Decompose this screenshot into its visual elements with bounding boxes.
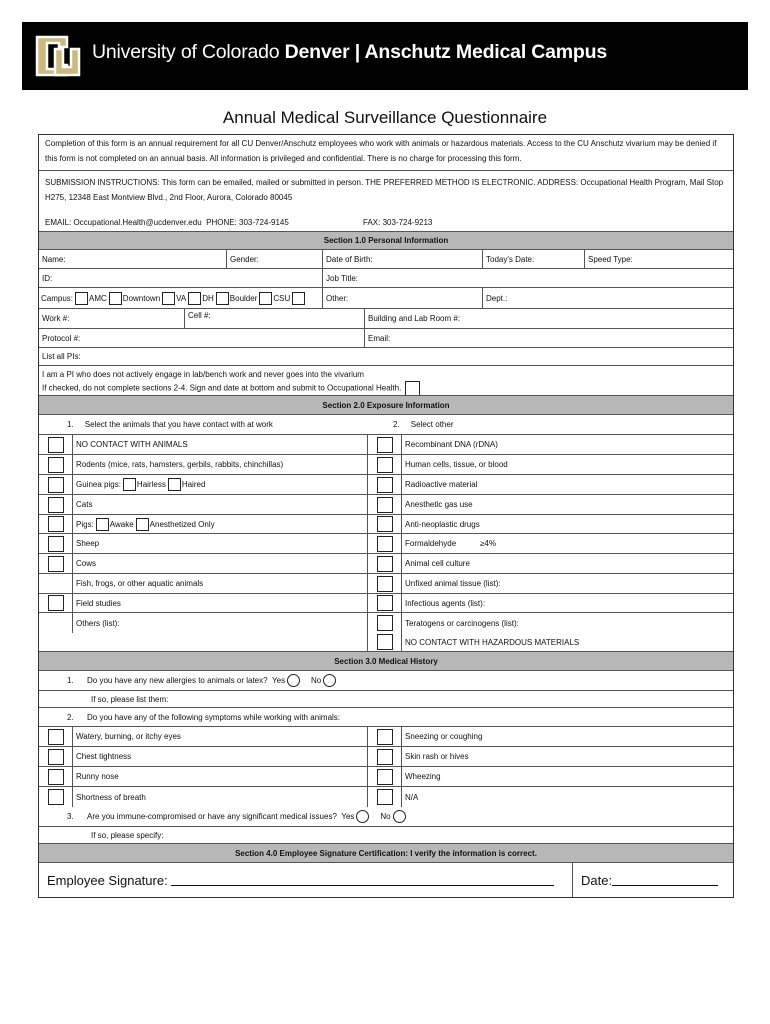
hazard-cell xyxy=(402,475,733,494)
downtown-label: Downtown xyxy=(122,293,161,303)
hazard-checkbox[interactable] xyxy=(377,595,393,611)
hazard-label: Infectious agents (list): xyxy=(405,598,486,608)
animal-label: Others (list): xyxy=(76,618,120,628)
symptom-label: Runny nose xyxy=(76,772,119,781)
protocol-row xyxy=(39,329,733,348)
immune-yes-radio[interactable] xyxy=(356,810,369,823)
csu-label: CSU xyxy=(273,293,291,303)
exposure-row xyxy=(39,495,733,515)
animal-cell xyxy=(73,455,368,474)
anesthetized-label: Anesthetized Only xyxy=(149,519,215,529)
animal-label: Guinea pigs: xyxy=(76,480,121,489)
work-row xyxy=(39,309,733,329)
allergy-no-radio[interactable] xyxy=(323,674,336,687)
name-field[interactable]: Name: xyxy=(39,250,227,268)
animal-checkbox[interactable] xyxy=(48,437,64,453)
boulder-checkbox[interactable] xyxy=(216,292,229,305)
other-campus-field[interactable]: Other: xyxy=(323,288,483,308)
hazard-cb-cell xyxy=(368,455,402,474)
va-checkbox[interactable] xyxy=(162,292,175,305)
symptom-cell xyxy=(402,727,733,746)
hazard-cell xyxy=(402,534,733,553)
pi-note-row xyxy=(39,366,733,396)
dept-field[interactable]: Dept.: xyxy=(486,293,508,303)
symptom-checkbox[interactable] xyxy=(377,749,393,765)
section-1-title: Section 1.0 Personal Information xyxy=(39,232,733,249)
animal-cell xyxy=(73,534,368,553)
hazard-checkbox[interactable] xyxy=(377,536,393,552)
symptom-label: N/A xyxy=(405,792,419,802)
other-campus-checkbox[interactable] xyxy=(292,292,305,305)
animal-checkbox[interactable] xyxy=(48,477,64,493)
section-3-header xyxy=(39,652,733,671)
hazard-cb-cell xyxy=(368,574,402,593)
allergy-list-field[interactable]: If so, please list them: xyxy=(91,694,169,704)
exposure-row xyxy=(39,594,733,613)
animal-cb-cell xyxy=(39,594,73,612)
animal-cell xyxy=(73,554,368,573)
animal-checkbox[interactable] xyxy=(48,556,64,572)
formaldehyde-pct: ≥4% xyxy=(480,539,497,548)
header-banner xyxy=(22,22,748,90)
symptom-label: Chest tightness xyxy=(76,752,132,761)
date-label: Date: xyxy=(581,872,613,888)
building-room-field[interactable]: Building and Lab Room #: xyxy=(368,314,461,323)
animal-label: Cows xyxy=(76,559,97,568)
animal-cell xyxy=(73,475,368,494)
animal-checkbox[interactable] xyxy=(48,516,64,532)
symptom-row xyxy=(39,747,733,767)
animal-checkbox[interactable] xyxy=(48,497,64,513)
allergy-follow-row xyxy=(39,691,733,708)
animal-label: Rodents (mice, rats, hamsters, gerbils, rabbits, chinchillas) xyxy=(76,460,284,469)
amc-checkbox[interactable] xyxy=(75,292,88,305)
dob-field[interactable]: Date of Birth: xyxy=(323,250,483,268)
job-title-field[interactable]: Job Title: xyxy=(326,273,359,283)
amc-label: AMC xyxy=(89,293,107,303)
allergy-yes-label: Yes xyxy=(272,676,286,685)
hazard-cell xyxy=(402,455,733,474)
va-label: VA xyxy=(176,293,187,303)
list-pis-field[interactable]: List all PIs: xyxy=(42,352,81,361)
hazard-checkbox[interactable] xyxy=(377,437,393,453)
section-4-title: Section 4.0 Employee Signature Certification: I verify the information is correct. xyxy=(39,844,733,862)
exposure-row xyxy=(39,574,733,594)
symptoms-question-row xyxy=(39,708,733,727)
s3-q2-num: 2. xyxy=(67,712,74,722)
allergy-question xyxy=(39,671,733,690)
hazard-cb-cell xyxy=(368,613,402,633)
section-4-header xyxy=(39,844,733,863)
animal-cb-cell xyxy=(39,554,73,573)
animal-cell xyxy=(73,574,368,593)
symptom-label: Skin rash or hives xyxy=(405,752,469,761)
symptoms-question xyxy=(39,708,733,726)
symptom-checkbox[interactable] xyxy=(377,769,393,785)
symptom-checkbox[interactable] xyxy=(48,729,64,745)
contact-email: EMAIL: Occupational.Health@ucdenver.edu xyxy=(45,218,202,227)
todays-date-field[interactable]: Today's Date: xyxy=(483,250,585,268)
s3-q1-num: 1. xyxy=(67,676,74,685)
hazard-label: Teratogens or carcinogens (list): xyxy=(405,618,519,628)
symptom-cell xyxy=(73,747,368,766)
immune-follow-row xyxy=(39,827,733,844)
hazard-cb-cell xyxy=(368,495,402,514)
brand-text xyxy=(92,41,607,64)
s2-q1-text: Select the animals that you have contact with at work xyxy=(84,420,273,429)
symptom-cb-cell xyxy=(368,787,402,807)
hazard-checkbox[interactable] xyxy=(377,477,393,493)
protocol-field[interactable]: Protocol #: xyxy=(39,329,365,347)
immune-no-label: No xyxy=(380,812,391,821)
hazard-cell xyxy=(402,574,733,593)
symptom-cell xyxy=(402,787,733,807)
awake-checkbox[interactable] xyxy=(96,518,109,531)
animal-cb-cell xyxy=(39,435,73,454)
signature-label: Employee Signature: xyxy=(47,872,168,888)
haired-label: Haired xyxy=(181,480,206,489)
symptom-row xyxy=(39,767,733,787)
immune-specify-field[interactable]: If so, please specify: xyxy=(91,830,164,840)
animal-checkbox[interactable] xyxy=(48,595,64,611)
animal-label: Sheep xyxy=(76,539,100,548)
exposure-row xyxy=(39,455,733,475)
haired-checkbox[interactable] xyxy=(168,478,181,491)
symptom-cell xyxy=(402,747,733,766)
no-hazardous-label: NO CONTACT WITH HAZARDOUS MATERIALS xyxy=(405,637,580,647)
animal-checkbox[interactable] xyxy=(48,536,64,552)
symptom-cb-cell xyxy=(39,787,73,807)
email-field[interactable]: Email: xyxy=(368,333,391,343)
symptom-label: Watery, burning, or itchy eyes xyxy=(76,732,181,741)
campus-label: Campus: xyxy=(41,293,74,303)
pi-note xyxy=(39,366,733,395)
intro-row xyxy=(39,135,733,171)
hazard-checkbox[interactable] xyxy=(377,576,393,592)
empty-cell xyxy=(39,633,368,651)
hazard-cell xyxy=(402,435,733,454)
hazard-label: Radioactive material xyxy=(405,480,478,489)
hazard-checkbox[interactable] xyxy=(377,615,393,631)
name-row xyxy=(39,250,733,269)
symptom-cb-cell xyxy=(39,727,73,746)
section-2-title: Section 2.0 Exposure Information xyxy=(39,396,733,414)
hazard-cell xyxy=(402,554,733,573)
signature-line[interactable] xyxy=(171,874,554,886)
exposure-row xyxy=(39,613,733,633)
cu-logo-icon xyxy=(33,33,83,79)
animal-cb-cell xyxy=(39,455,73,474)
section-1-header xyxy=(39,232,733,250)
contact-phone: PHONE: 303-724-9145 xyxy=(206,218,289,227)
animal-checkbox[interactable] xyxy=(48,457,64,473)
pis-row xyxy=(39,348,733,366)
exposure-row xyxy=(39,475,733,495)
cell-phone-field[interactable]: Cell #: xyxy=(185,309,365,328)
hazard-cb-cell xyxy=(368,435,402,454)
s2-q1-num: 1. xyxy=(67,420,74,429)
immune-yes-label: Yes xyxy=(341,812,355,821)
gender-field[interactable]: Gender: xyxy=(227,250,323,268)
date-line[interactable] xyxy=(612,874,718,886)
hazard-label: Recombinant DNA (rDNA) xyxy=(405,440,498,449)
allergy-yes-radio[interactable] xyxy=(287,674,300,687)
s2-question-row xyxy=(39,415,733,435)
submission-text: SUBMISSION INSTRUCTIONS: This form can be emailed, mailed or submitted in person. THE PREFERRED METHOD IS ELECTRONIC. ADDRESS: Occupational Health Program, Mail Stop H275, 12348 East Montview Blvd., 2nd Floor, Aurora, Colorado 80045 xyxy=(45,178,724,202)
hazard-cell xyxy=(402,495,733,514)
animal-label: Fish, frogs, or other aquatic animals xyxy=(76,579,204,588)
id-field[interactable]: ID: xyxy=(39,269,323,287)
brand-regular: University of Colorado xyxy=(92,41,285,63)
dh-label: DH xyxy=(202,293,214,303)
hazard-label: Anti-neoplastic drugs xyxy=(405,519,480,529)
symptom-checkbox[interactable] xyxy=(48,769,64,785)
exposure-row xyxy=(39,554,733,574)
hazard-cell xyxy=(402,613,733,633)
section-3-title: Section 3.0 Medical History xyxy=(39,652,733,670)
s3-q2-text: Do you have any of the following symptoms while working with animals: xyxy=(87,712,341,722)
s2-q2-num: 2. xyxy=(393,420,400,429)
animal-cb-cell xyxy=(39,534,73,553)
exposure-row xyxy=(39,435,733,455)
intro-text: Completion of this form is an annual requirement for all CU Denver/Anschutz employees who work with animals or hazardous materials. Access to the CU Anschutz vivarium may be denied if this form is not completed on an annual basis. All information is privileged and confidential. There is no charge for processing this form. xyxy=(45,139,717,163)
questionnaire-form xyxy=(38,134,734,898)
date-cell xyxy=(573,863,733,897)
immune-row xyxy=(39,807,733,827)
pi-note-line-2: If checked, do not complete sections 2-4. Sign and date at bottom and submit to Occupational Health. xyxy=(42,383,402,393)
hazard-label: Unfixed animal tissue (list): xyxy=(405,579,501,588)
no-hazardous-checkbox[interactable] xyxy=(377,634,393,650)
contact-fax: FAX: 303-724-9213 xyxy=(363,218,433,227)
animal-cell xyxy=(73,613,368,633)
hazard-label: Human cells, tissue, or blood xyxy=(405,460,508,469)
symptom-cell xyxy=(73,727,368,746)
symptom-label: Shortness of breath xyxy=(76,792,146,802)
hazard-cb-cell xyxy=(368,534,402,553)
symptom-label: Wheezing xyxy=(405,772,441,781)
animal-label: Field studies xyxy=(76,598,121,608)
animal-label: NO CONTACT WITH ANIMALS xyxy=(76,440,188,449)
symptom-checkbox[interactable] xyxy=(48,749,64,765)
hazard-cb-cell xyxy=(368,515,402,533)
document-title: Annual Medical Surveillance Questionnaire xyxy=(222,108,548,127)
allergy-row xyxy=(39,671,733,691)
hazard-label: Anesthetic gas use xyxy=(405,500,473,509)
animal-cell xyxy=(73,515,368,533)
hazard-checkbox[interactable] xyxy=(377,457,393,473)
allergy-no-label: No xyxy=(310,676,322,685)
hazard-cell xyxy=(402,515,733,533)
section-2-header xyxy=(39,396,733,415)
s2-q2-text: Select other xyxy=(410,420,454,429)
hazard-cell xyxy=(402,594,733,612)
animal-cb-cell xyxy=(39,574,73,593)
animal-label: Pigs: xyxy=(76,519,94,529)
dh-checkbox[interactable] xyxy=(188,292,201,305)
id-row xyxy=(39,269,733,288)
anesthetized-checkbox[interactable] xyxy=(136,518,149,531)
hazard-checkbox[interactable] xyxy=(377,516,393,532)
animal-cb-cell xyxy=(39,613,73,633)
symptom-checkbox[interactable] xyxy=(48,789,64,805)
symptom-cb-cell xyxy=(368,767,402,786)
downtown-checkbox[interactable] xyxy=(109,292,122,305)
campus-row xyxy=(39,288,733,309)
awake-label: Awake xyxy=(109,519,134,529)
signature-row xyxy=(39,863,733,897)
symptom-row xyxy=(39,727,733,747)
s3-q3-num: 3. xyxy=(67,812,74,821)
immune-question xyxy=(39,807,733,826)
animal-cell xyxy=(73,495,368,514)
hairless-checkbox[interactable] xyxy=(123,478,136,491)
hazard-cb-cell xyxy=(368,554,402,573)
animal-cb-cell xyxy=(39,475,73,494)
hazard-cb-cell xyxy=(368,594,402,612)
symptom-cb-cell xyxy=(368,727,402,746)
s3-q1-text: Do you have any new allergies to animals or latex? xyxy=(87,676,268,685)
pi-note-line-1: I am a PI who does not actively engage in lab/bench work and never goes into the vivarium xyxy=(42,370,364,379)
contact-row xyxy=(39,208,733,232)
symptom-cb-cell xyxy=(39,767,73,786)
signature-cell xyxy=(39,863,573,897)
animal-label: Cats xyxy=(76,500,93,509)
speed-type-field[interactable]: Speed Type: xyxy=(588,254,633,264)
s2-q1 xyxy=(39,415,367,434)
symptom-row xyxy=(39,787,733,807)
symptom-cell xyxy=(402,767,733,786)
campus-field xyxy=(39,288,323,308)
exposure-row xyxy=(39,515,733,534)
submission-row xyxy=(39,171,733,208)
hazard-cb-cell xyxy=(368,475,402,494)
s2-q2 xyxy=(367,415,733,434)
hazard-checkbox[interactable] xyxy=(377,497,393,513)
work-phone-field[interactable]: Work #: xyxy=(39,309,185,328)
csu-checkbox[interactable] xyxy=(259,292,272,305)
hazard-label: Animal cell culture xyxy=(405,559,470,568)
hairless-label: Hairless xyxy=(136,480,166,489)
symptom-checkbox[interactable] xyxy=(377,729,393,745)
exposure-row-final xyxy=(39,633,733,652)
animal-cell xyxy=(73,435,368,454)
brand-bold: Denver | Anschutz Medical Campus xyxy=(284,41,607,63)
hazard-checkbox[interactable] xyxy=(377,556,393,572)
animal-cb-cell xyxy=(39,515,73,533)
animal-cb-cell xyxy=(39,495,73,514)
animal-cell xyxy=(73,594,368,612)
pi-exempt-checkbox[interactable] xyxy=(405,381,420,395)
symptom-cell xyxy=(73,767,368,786)
symptom-cb-cell xyxy=(39,747,73,766)
hazard-label: Formaldehyde xyxy=(405,539,457,548)
no-hazard-cb-cell xyxy=(368,633,402,651)
symptom-label: Sneezing or coughing xyxy=(405,732,483,741)
immune-no-radio[interactable] xyxy=(393,810,406,823)
s3-q3-text: Are you immune-compromised or have any significant medical issues? xyxy=(87,812,337,821)
symptom-checkbox[interactable] xyxy=(377,789,393,805)
symptom-cb-cell xyxy=(368,747,402,766)
boulder-label: Boulder xyxy=(229,293,258,303)
symptom-cell xyxy=(73,787,368,807)
exposure-row xyxy=(39,534,733,554)
